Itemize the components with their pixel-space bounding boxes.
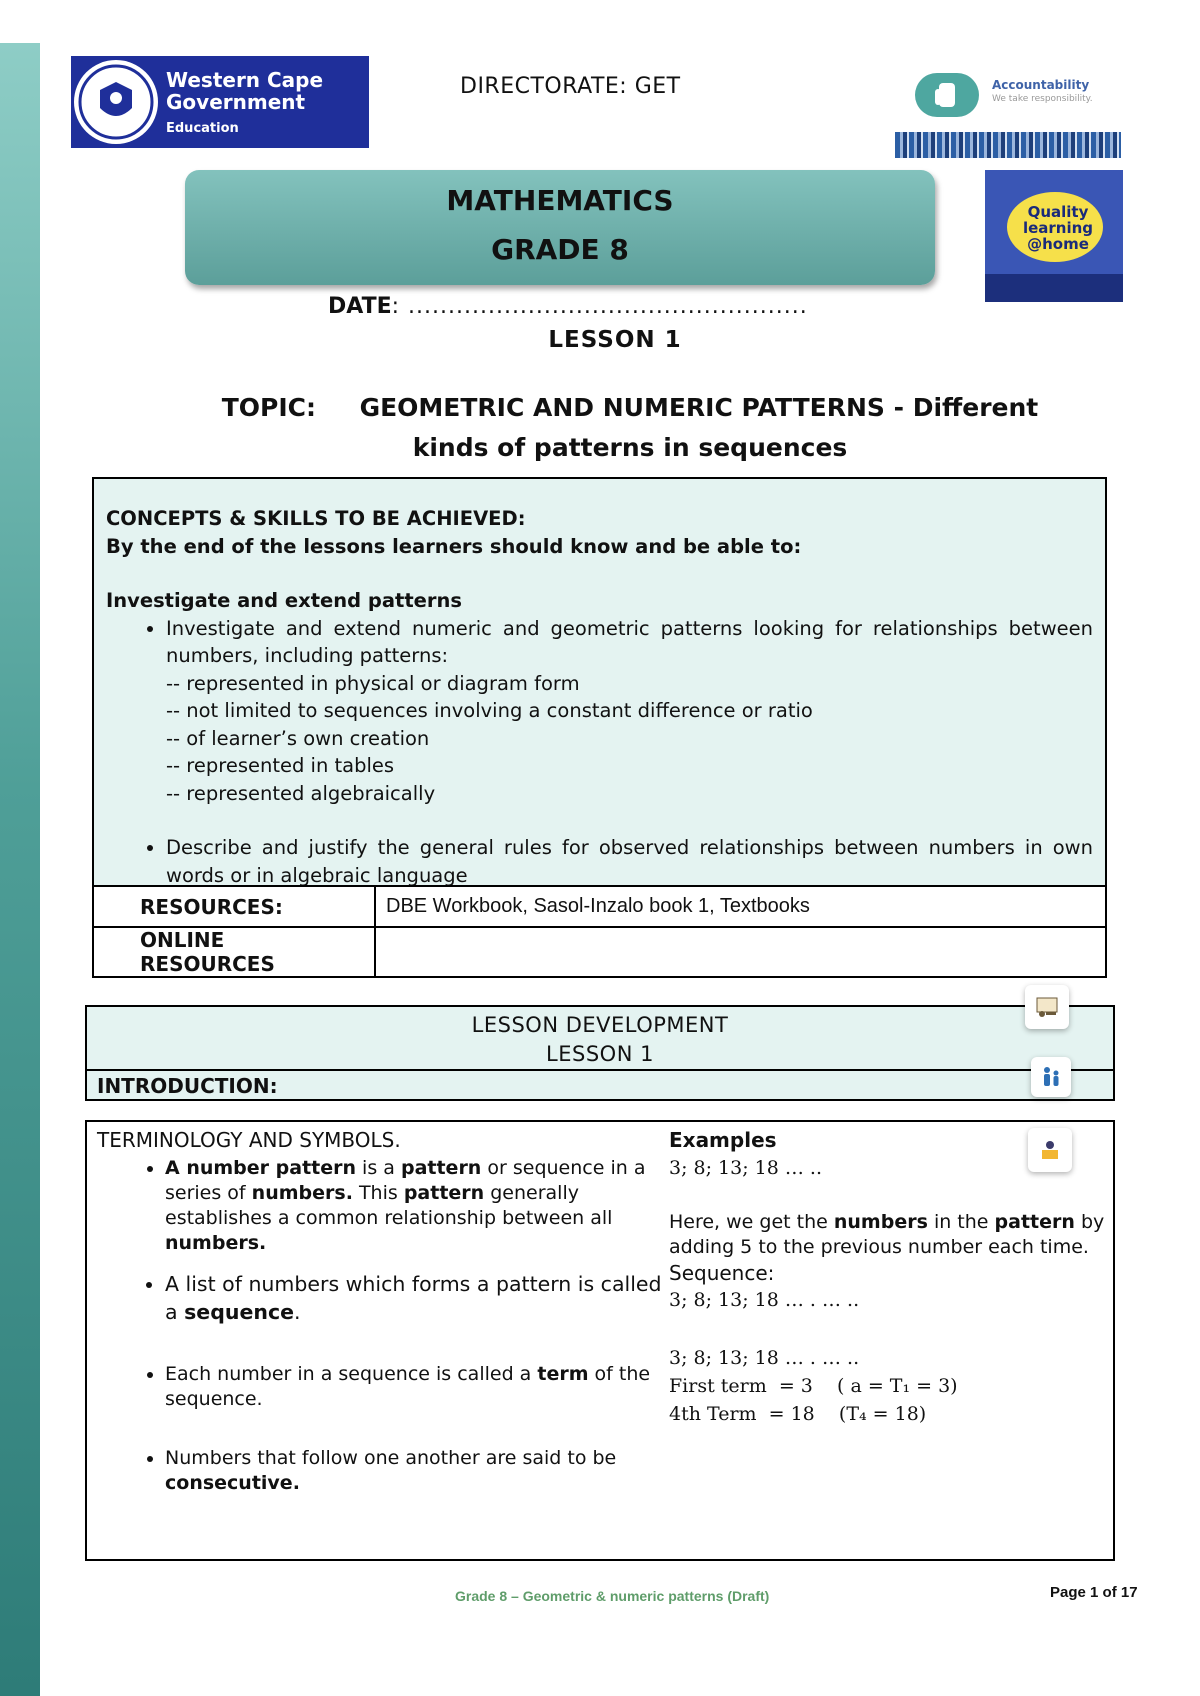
term-bold: sequence [184,1300,295,1324]
sub-item: -- not limited to sequences involving a constant difference or ratio [166,699,813,722]
topic-label: TOPIC: [221,393,317,422]
example-bold: numbers [833,1211,928,1233]
term-text: This [352,1182,404,1204]
term-text: A list of numbers which forms a pattern is called a [165,1272,662,1324]
date-label: DATE [328,294,392,319]
concept-bullet-2: Describe and justify the general rules for observed relationships between numbers in own words or in algebraic language [166,836,1093,887]
crest-icon [74,60,158,144]
table-row [93,927,1106,977]
list-item [166,615,1093,808]
lesson-development-subtitle: LESSON 1 [546,1042,654,1066]
first-term-line: First term = 3 ( a = T₁ = 3) [669,1375,958,1397]
date-line [328,294,808,319]
online-resources-label: ONLINE RESOURCES [93,927,375,977]
sub-item: -- represented in physical or diagram form [166,671,580,695]
accountability-title: Accountability [992,78,1090,92]
sequence-label: Sequence: [669,1261,775,1285]
resources-label: RESOURCES: [93,886,375,927]
quality-learning-text: Quality learning @home [1022,203,1094,253]
topic-heading [180,388,1080,468]
concepts-heading: CONCEPTS & SKILLS TO BE ACHIEVED: [106,507,526,530]
examples-heading: Examples [669,1128,777,1152]
term-text: generally establishes a common relationship between all [165,1182,613,1229]
list-item [165,1362,717,1412]
example-bold: pattern [994,1211,1075,1233]
resources-table [92,885,1107,978]
quality-learning-logo [985,170,1123,302]
term-text: or sequence in a series of [165,1157,646,1204]
example-text: Here, we get the [669,1211,834,1233]
term-text: Each number in a sequence is called a [165,1363,538,1385]
resources-value: DBE Workbook, Sasol-Inzalo book 1, Textbooks [375,886,1106,927]
term-text: is a [356,1157,401,1179]
terminology-heading: TERMINOLOGY AND SYMBOLS. [97,1128,401,1152]
accountability-subtitle: We take responsibility. [992,94,1093,104]
accountability-logo [895,70,1125,162]
sub-item: -- represented algebraically [166,781,436,805]
logo-line-1: Western Cape [166,67,324,92]
decorative-strip [895,132,1121,158]
topic-text: GEOMETRIC AND NUMERIC PATTERNS - Different kinds of patterns in sequences [359,393,1039,462]
term-text: . [294,1300,301,1324]
logo-line-3: Education [166,120,239,136]
term-bold: consecutive. [165,1472,300,1494]
grade-title: GRADE 8 [491,233,629,266]
example-text: by adding 5 to the previous number each time. [669,1211,1105,1258]
example-sequence-2: 3; 8; 13; 18 … . … .. [669,1289,860,1311]
list-item [165,1270,717,1326]
list-item [165,1156,717,1256]
fourth-term-line: 4th Term = 18 (T₄ = 18) [669,1403,927,1425]
lesson-heading: LESSON 1 [548,327,682,353]
example-sequence-1: 3; 8; 13; 18 … .. [669,1157,823,1179]
teacher-icon[interactable] [1025,985,1069,1029]
term-bold: numbers. [165,1232,267,1254]
sub-item: -- of learner’s own creation [166,726,430,750]
term-bold: A number pattern [165,1157,357,1179]
page-number: Page 1 of 17 [1050,1584,1138,1601]
concepts-box [92,477,1107,887]
title-box [185,170,935,285]
list-item [166,834,1093,889]
lesson-development-title: LESSON DEVELOPMENT [471,1013,729,1037]
term-text: Numbers that follow one another are said to be [165,1447,617,1469]
example-explanation [669,1210,1109,1260]
directorate-label: DIRECTORATE: GET [460,74,681,99]
date-field: : .................................................. [391,294,808,319]
online-resources-value [375,927,1106,977]
table-row [93,886,1106,927]
term-bold: numbers. [251,1182,353,1204]
term-bold: pattern [403,1182,485,1204]
example-text: in the [927,1211,995,1233]
term-text: of the sequence. [165,1363,651,1410]
logo-line-2: Government [166,89,306,114]
subject-title: MATHEMATICS [446,184,674,217]
western-cape-logo [71,56,369,148]
logo-footer-band [985,274,1123,302]
people-icon[interactable] [1031,1057,1071,1097]
sub-item: -- represented in tables [166,754,395,777]
lesson-development-box [85,1005,1115,1101]
concept-bullet-1: Investigate and extend numeric and geometric patterns looking for relationships between numbers, including patterns: [166,616,1093,667]
concepts-subheading: Investigate and extend patterns [106,589,462,612]
terminology-box [85,1120,1115,1561]
list-item [165,1446,717,1496]
term-bold: term [537,1363,589,1385]
introduction-label: INTRODUCTION: [87,1069,1113,1099]
footer-title: Grade 8 – Geometric & numeric patterns (Draft) [455,1588,770,1604]
hand-icon [915,73,979,117]
example-sequence-3: 3; 8; 13; 18 … . … .. [669,1347,860,1369]
term-bold: pattern [400,1157,482,1179]
concepts-intro: By the end of the lessons learners should know and be able to: [106,534,802,558]
decorative-side-bar [0,43,40,1696]
